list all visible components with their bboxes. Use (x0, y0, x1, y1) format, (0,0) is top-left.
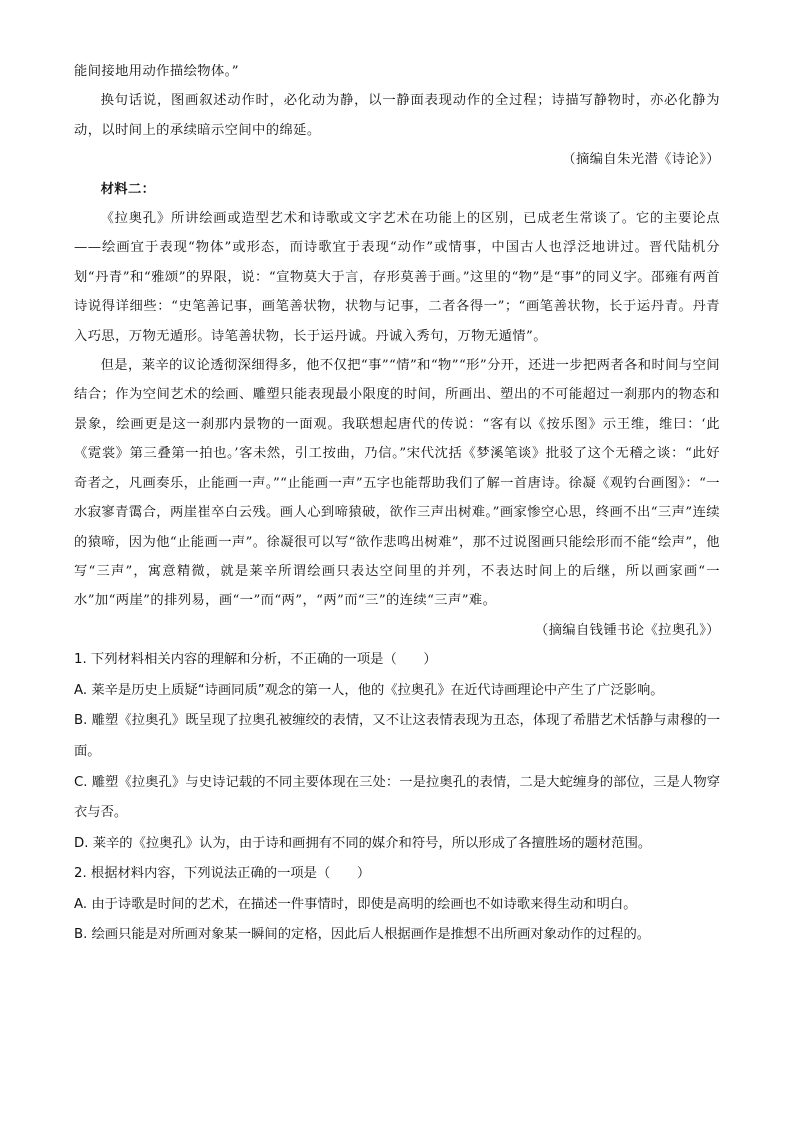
question-stem: 1. 下列材料相关内容的理解和分析，不正确的一项是（ ） (74, 652, 437, 668)
question-option-a: A. 莱辛是历史上质疑“诗画同质”观念的第一人，他的《拉奥孔》在近代诗画理论中产生了广泛影响。 (74, 682, 664, 698)
questions-section (74, 645, 720, 951)
material-one-paragraph: 换句话说，图画叙述动作时，必化动为静，以一静面表现动作的全过程；诗描写静物时，亦必化静为动，以时间上的承续暗示空间中的绵延。 (74, 93, 720, 138)
question-option-b: B. 绘画只能是对所画对象某一瞬间的定格，因此后人根据画作是推想不出所画对象动作的过程的。 (74, 927, 651, 943)
material-two-heading: 材料二： (100, 181, 156, 197)
question-option-d: D. 莱辛的《拉奥孔》认为，由于诗和画拥有不同的媒介和符号，所以形成了各擅胜场的题材范围。 (74, 835, 652, 851)
material-two-section (74, 175, 720, 646)
material-two-paragraph-1: 《拉奥孔》所讲绘画或造型艺术和诗歌或文字艺术在功能上的区别，已成老生常谈了。它的主要论点——绘画宜于表现“物体”或形态，而诗歌宜于表现“动作”或情事，中国古人也浮泛地讲过。晋代陆机分划“丹青”和“雅颂”的界限，说：“宣物莫大于言，存形莫善于画。”这里的“物”是“事”的同义字。邵雍有两首诗说得详细些：“史笔善记事，画笔善状物，状物与记事，二者各得一”；“画笔善状物，长于运丹青。丹青入巧思，万物无遁形。诗笔善状物，长于运丹诚。丹诚入秀句，万物无遁情”。 (74, 211, 720, 344)
material-one-section (74, 57, 720, 175)
material-one-source: （摘编自朱光潜《诗论》） (562, 152, 720, 168)
question-option-b: B. 雕塑《拉奥孔》既呈现了拉奥孔被缠绞的表情，又不让这表情表现为丑态，体现了希腊艺术恬静与肃穆的一面。 (74, 713, 720, 759)
material-two-paragraph-2: 但是，莱辛的议论透彻深细得多，他不仅把“事”“情”和“物”“形”分开，还进一步把两者各和时间与空间结合；作为空间艺术的绘画、雕塑只能表现最小限度的时间，所画出、塑出的不可能超过一刹那内的物态和景象，绘画更是这一刹那内景物的一面观。我联想起唐代的传说：“客有以《按乐图》示王维，维曰：‘此《霓裳》第三叠第一拍也。’客未然，引工按曲，乃信。”宋代沈括《梦溪笔谈》批驳了这个无稽之谈：“此好奇者之，凡画奏乐，止能画一声。”“止能画一声”五字也能帮助我们了解一首唐诗。徐凝《观钓台画图》：“一水寂寥青霭合，两崖崔卒白云残。画人心到啼猿破，欲作三声出树难。”画家惨空心思，终画不出“三声”连续的猿啼，因为他“止能画一声”。徐凝很可以写“欲作悲鸣出树难”，那不过说图画只能绘形而不能“绘声”，他写“三声”，寓意精微，就是莱辛所谓绘画只表达空间里的并列，不表达时间上的后继，所以画家画“一水”加“两崖”的排列易，画“一”而“两”，“两”而“三”的连续“三声”难。 (74, 358, 720, 609)
question-1 (74, 645, 720, 859)
material-two-source: （摘编自钱锺书论《拉奥孔》） (534, 622, 720, 638)
question-option-c: C. 雕塑《拉奥孔》与史诗记载的不同主要体现在三处：一是拉奥孔的表情，二是大蛇缠身的部位，三是人物穿衣与否。 (74, 774, 720, 821)
document-page (74, 57, 720, 951)
question-option-a: A. 由于诗歌是时间的艺术，在描述一件事情时，即使是高明的绘画也不如诗歌来得生动和明白。 (74, 896, 637, 912)
question-2 (74, 859, 720, 951)
material-one-continuation: 能间接地用动作描绘物体。” (74, 64, 239, 79)
question-stem: 2. 根据材料内容，下列说法正确的一项是（ ） (74, 866, 371, 882)
